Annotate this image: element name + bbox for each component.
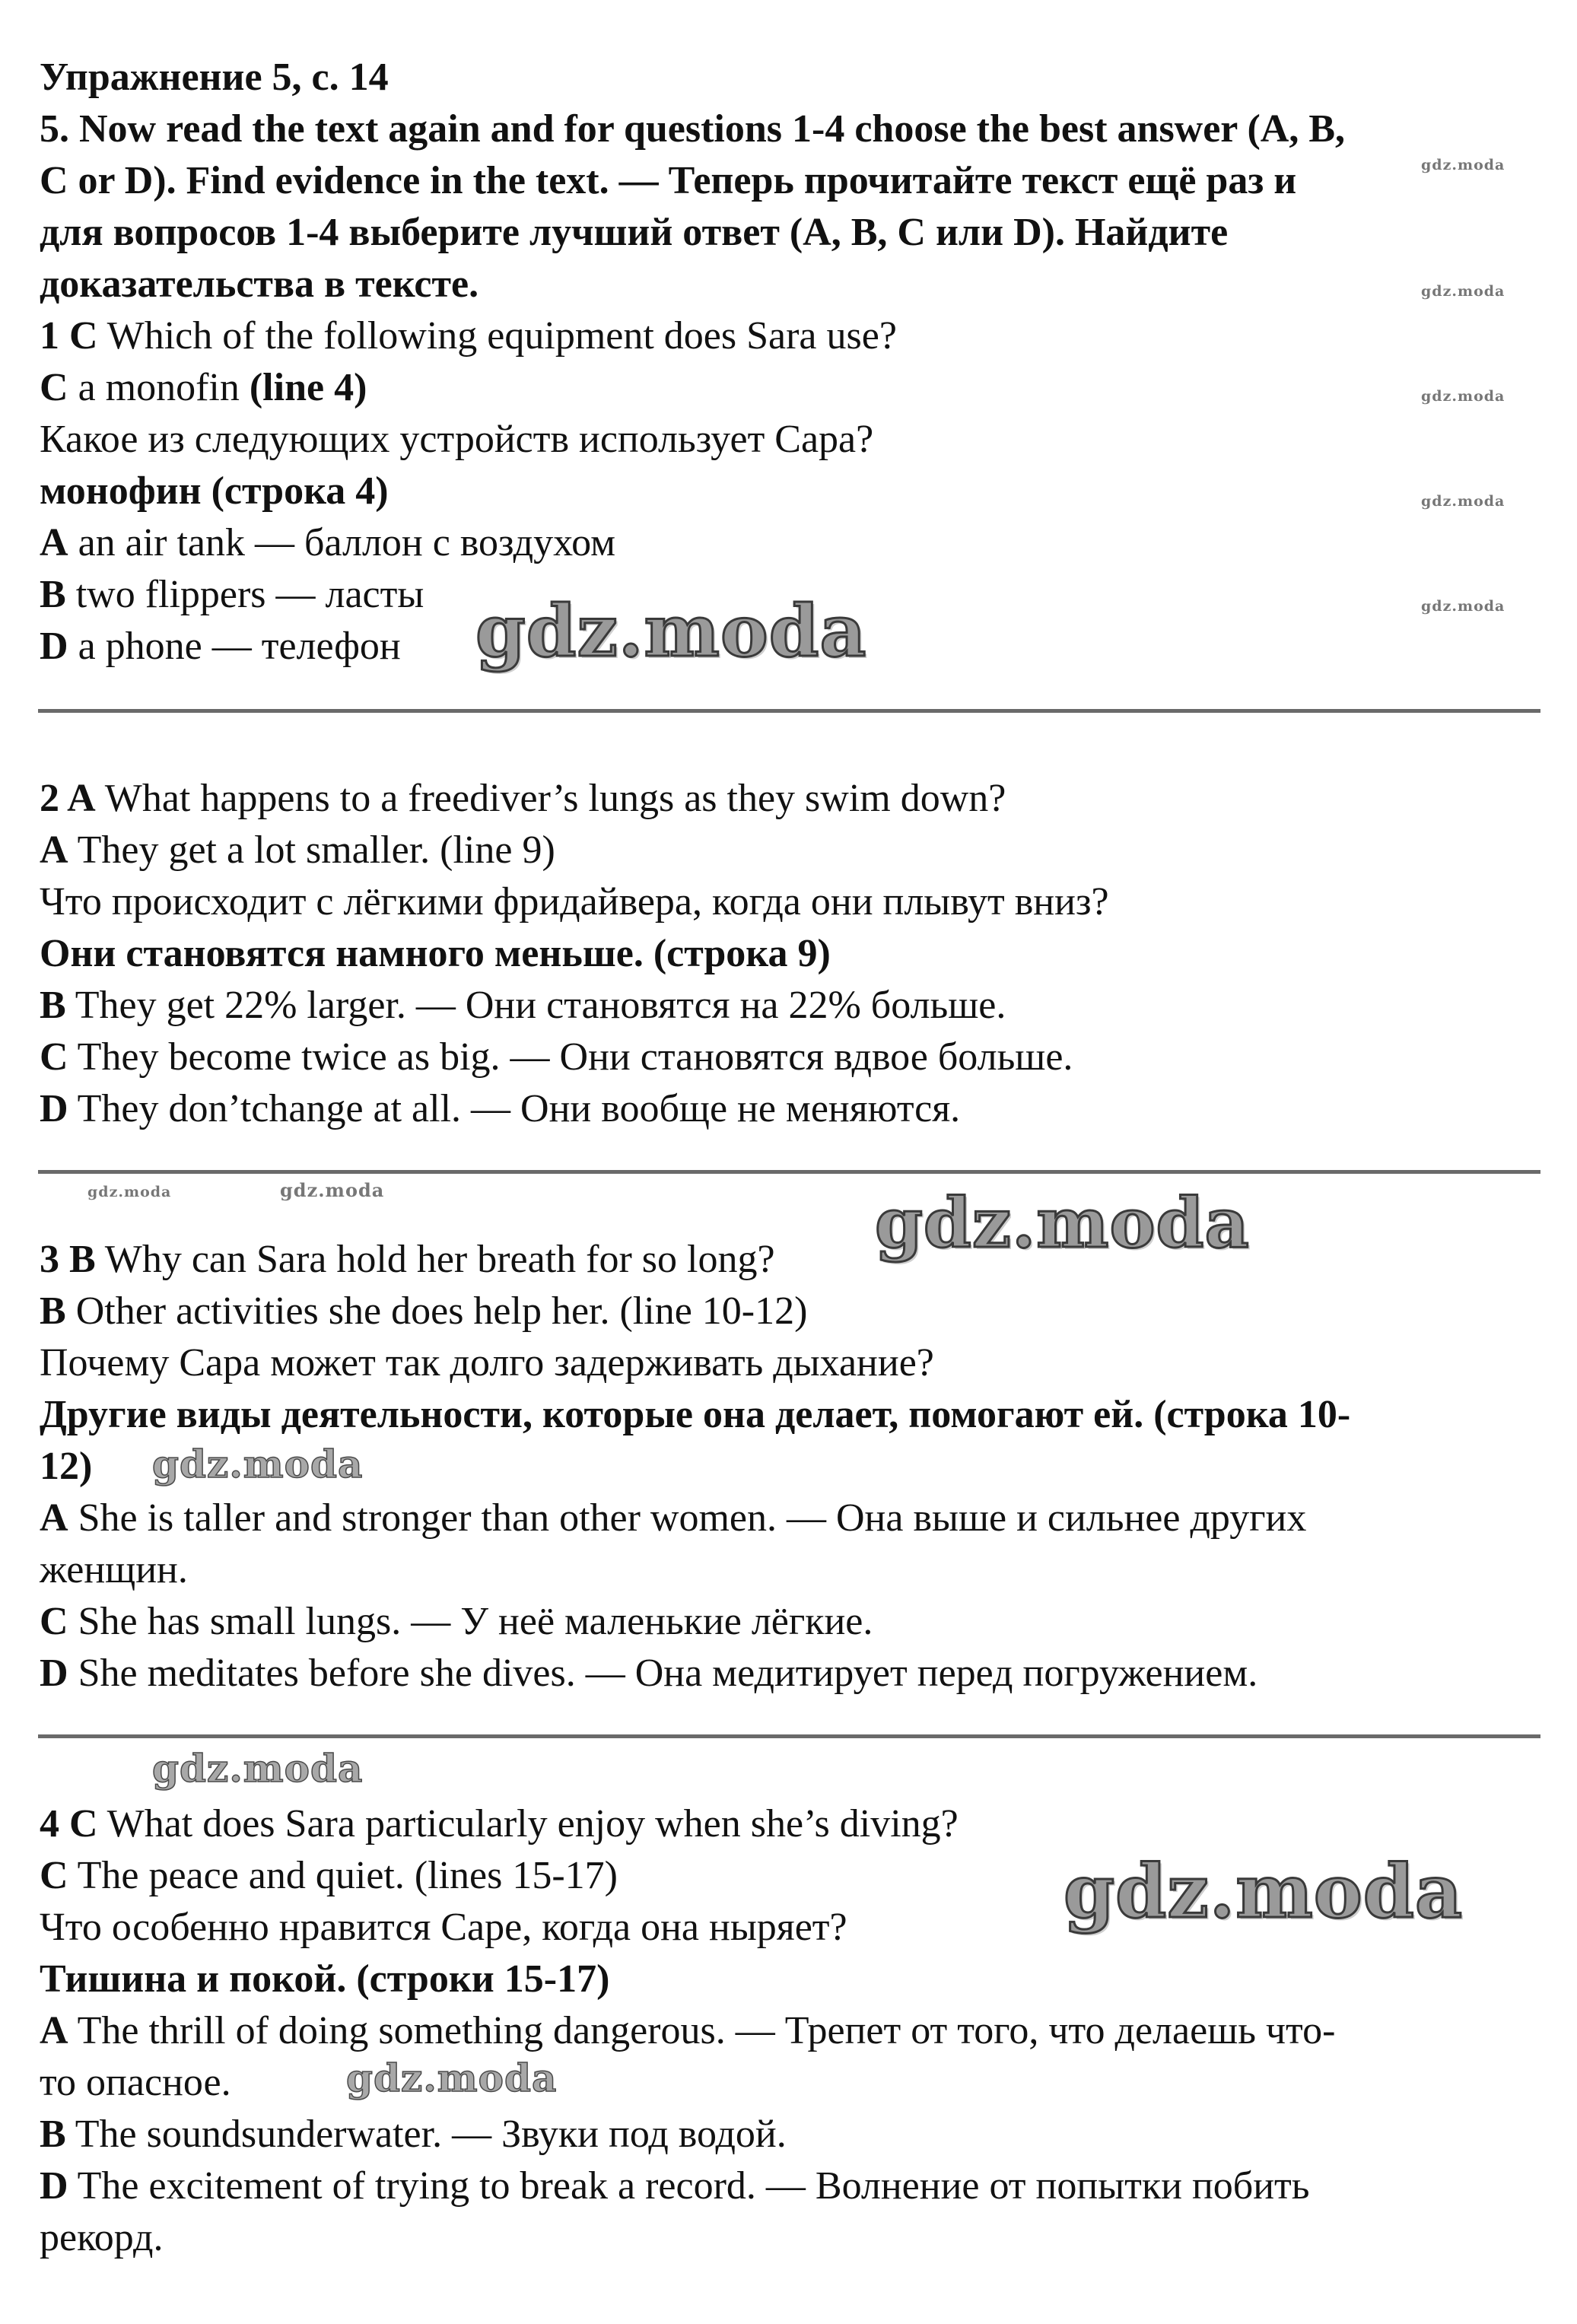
answer-letter: C bbox=[40, 1854, 68, 1897]
answer-1 bbox=[40, 362, 367, 414]
question-3 bbox=[40, 1234, 775, 1286]
option-line bbox=[40, 1596, 873, 1648]
option-line bbox=[40, 1493, 1306, 1544]
answer-4-translation: Тишина и покой. (строки 15-17) bbox=[40, 1957, 610, 2001]
question-number: 1 C bbox=[40, 314, 98, 358]
option-line bbox=[40, 2160, 1310, 2212]
question-text: What does Sara particularly enjoy when she’s diving? bbox=[97, 1802, 959, 1846]
option-line bbox=[40, 1648, 1257, 1699]
exercise-title: Упражнение 5, с. 14 bbox=[40, 56, 389, 99]
option-letter: D bbox=[40, 625, 68, 668]
option-text: an air tank — баллон с воздухом bbox=[68, 521, 616, 564]
option-line bbox=[40, 2005, 1335, 2057]
question-2-translation: Что происходит с лёгкими фридайвера, когда они плывут вниз? bbox=[40, 880, 1109, 924]
answer-text: They get a lot smaller. (line 9) bbox=[68, 828, 555, 872]
option-text: a phone — телефон bbox=[68, 625, 401, 668]
answer-1-translation: монофин (строка 4) bbox=[40, 469, 389, 513]
option-text: The soundsunderwater. — Звуки под водой. bbox=[65, 2113, 787, 2156]
option-letter: C bbox=[40, 1600, 68, 1643]
question-number: 3 B bbox=[40, 1238, 96, 1281]
option-letter: D bbox=[40, 1087, 68, 1130]
watermark: gdz.moda bbox=[875, 1183, 1250, 1264]
question-3-translation: Почему Сара может так долго задерживать дыхание? bbox=[40, 1341, 934, 1385]
option-continuation: то опасное. bbox=[40, 2061, 231, 2104]
question-number: 2 A bbox=[40, 777, 96, 820]
watermark: gdz.moda bbox=[280, 1179, 385, 1201]
section-divider bbox=[38, 1170, 1540, 1174]
option-continuation: женщин. bbox=[40, 1548, 188, 1591]
option-letter: C bbox=[40, 1035, 68, 1079]
answer-text: Other activities she does help her. (line 10-12) bbox=[65, 1289, 808, 1333]
task-instruction-line-3: для вопросов 1-4 выберите лучший ответ (A, B, C или D). Найдите bbox=[40, 211, 1229, 254]
option-letter: A bbox=[40, 521, 68, 564]
watermark: gdz.moda bbox=[1421, 388, 1505, 405]
question-1-translation: Какое из следующих устройств использует Сара? bbox=[40, 418, 874, 461]
option-line bbox=[40, 980, 1006, 1032]
question-4 bbox=[40, 1798, 959, 1850]
option-letter: D bbox=[40, 1652, 68, 1695]
watermark: gdz.moda bbox=[1421, 598, 1505, 615]
question-text: Which of the following equipment does Sara use? bbox=[97, 314, 897, 358]
answer-4 bbox=[40, 1850, 618, 1902]
option-text: She has small lungs. — У неё маленькие лёгкие. bbox=[68, 1600, 873, 1643]
answer-2 bbox=[40, 825, 555, 876]
question-4-translation: Что особенно нравится Саре, когда она ныряет? bbox=[40, 1906, 847, 1949]
answer-text: The peace and quiet. (lines 15-17) bbox=[68, 1854, 618, 1897]
option-text: She is taller and stronger than other women. — Она выше и сильнее других bbox=[68, 1496, 1307, 1540]
answer-2-translation: Они становятся намного меньше. (строка 9) bbox=[40, 932, 831, 975]
task-instruction-line-2: C or D). Find evidence in the text. — Теперь прочитайте текст ещё раз и bbox=[40, 159, 1297, 202]
watermark: gdz.moda bbox=[1421, 157, 1505, 173]
option-text: The thrill of doing something dangerous. — Трепет от того, что делаешь что- bbox=[68, 2009, 1336, 2052]
option-text: They get 22% larger. — Они становятся на 22% больше. bbox=[65, 984, 1006, 1027]
watermark: gdz.moda bbox=[1064, 1849, 1464, 1935]
answer-3 bbox=[40, 1286, 807, 1337]
option-letter: A bbox=[40, 1496, 68, 1540]
watermark: gdz.moda bbox=[87, 1184, 172, 1200]
answer-reference: (line 4) bbox=[249, 366, 367, 409]
option-text: They don’tchange at all. — Они вообще не меняются. bbox=[68, 1087, 961, 1130]
section-divider bbox=[38, 709, 1540, 713]
option-letter: D bbox=[40, 2164, 68, 2208]
watermark: gdz.moda bbox=[1421, 493, 1505, 510]
watermark: gdz.moda bbox=[152, 1442, 364, 1486]
option-letter: B bbox=[40, 2113, 66, 2156]
option-text: They become twice as big. — Они становятся вдвое больше. bbox=[68, 1035, 1073, 1079]
option-line bbox=[40, 517, 615, 569]
option-letter: B bbox=[40, 984, 66, 1027]
task-instruction-line-4: доказательства в тексте. bbox=[40, 262, 479, 306]
watermark: gdz.moda bbox=[152, 1746, 364, 1791]
option-line bbox=[40, 569, 424, 621]
question-2 bbox=[40, 773, 1006, 825]
answer-3-translation-line-1: Другие виды деятельности, которые она делает, помогают ей. (строка 10- bbox=[40, 1393, 1351, 1436]
watermark: gdz.moda bbox=[346, 2055, 558, 2100]
option-continuation: рекорд. bbox=[40, 2216, 164, 2259]
watermark: gdz.moda bbox=[475, 590, 867, 673]
section-divider bbox=[38, 1734, 1540, 1738]
answer-letter: C bbox=[40, 366, 68, 409]
option-text: She meditates before she dives. — Она медитирует перед погружением. bbox=[68, 1652, 1258, 1695]
question-text: Why can Sara hold her breath for so long? bbox=[95, 1238, 775, 1281]
option-line bbox=[40, 2109, 787, 2160]
option-line bbox=[40, 621, 401, 672]
answer-letter: B bbox=[40, 1289, 66, 1333]
option-letter: A bbox=[40, 2009, 68, 2052]
option-text: two flippers — ласты bbox=[65, 573, 424, 616]
question-text: What happens to a freediver’s lungs as they swim down? bbox=[95, 777, 1006, 820]
answer-text: a monofin bbox=[68, 366, 250, 409]
question-number: 4 C bbox=[40, 1802, 98, 1846]
question-1 bbox=[40, 310, 897, 362]
answer-letter: A bbox=[40, 828, 68, 872]
answer-3-translation-line-2: 12) bbox=[40, 1445, 93, 1488]
watermark: gdz.moda bbox=[1421, 283, 1505, 300]
option-letter: B bbox=[40, 573, 66, 616]
option-line bbox=[40, 1032, 1073, 1083]
option-text: The excitement of trying to break a record. — Волнение от попытки побить bbox=[68, 2164, 1310, 2208]
task-instruction-line-1: 5. Now read the text again and for questions 1-4 choose the best answer (A, B, bbox=[40, 107, 1345, 151]
option-line bbox=[40, 1083, 960, 1135]
